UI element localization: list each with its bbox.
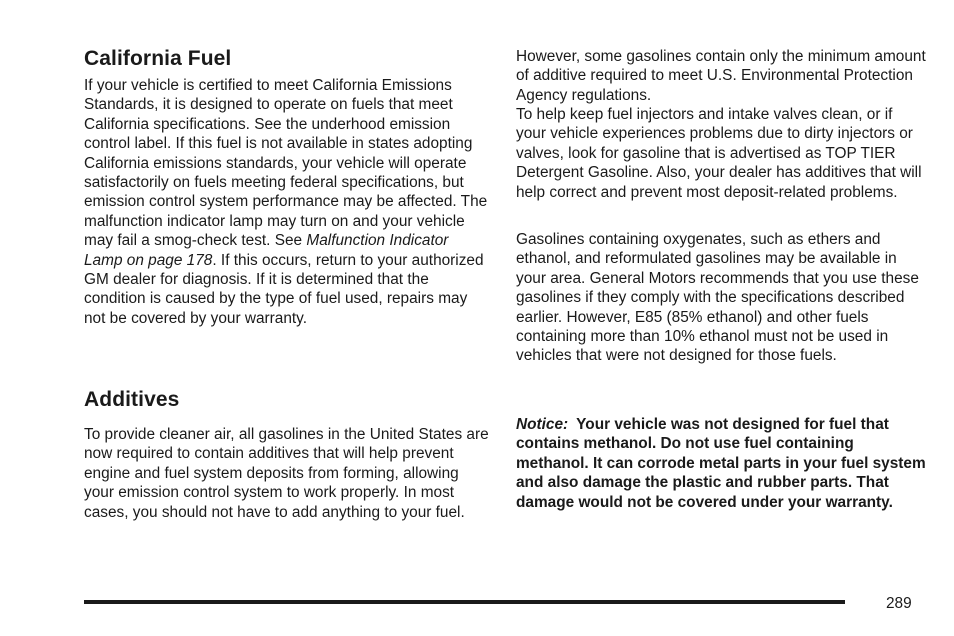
footer-rule [84,600,845,604]
california-fuel-heading: California Fuel [84,47,232,70]
additives-paragraph: To provide cleaner air, all gasolines in the United States are now required to contain additives that will help prevent engine and fuel system deposits from forming, allowing your emission control system to work properly. In most cases, you should not have to add anything to your fuel. [84,426,489,521]
notice-text: Your vehicle was not designed for fuel that contains methanol. Do not use fuel containing methanol. It can corrode metal parts in your fuel system and also damage the plastic and rubber parts. That damage would not be covered under your warranty. [516,416,926,511]
page-number: 289 [886,595,912,612]
california-fuel-paragraph [84,76,489,328]
california-fuel-text-2: . If this occurs, return to your authorized GM dealer for diagnosis. If it is determined that the condition is caused by the type of fuel used, repairs may not be covered by your warranty. [84,251,484,327]
minimum-additive-paragraph: However, some gasolines contain only the minimum amount of additive required to meet U.S. Environmental Protection Agency regulations. [516,48,926,104]
notice-label: Notice: [516,416,569,433]
additives-heading: Additives [84,388,180,411]
malfunction-lamp-reference: Malfunction Indicator Lamp on page 178 [84,232,449,269]
methanol-notice [516,415,926,512]
top-tier-paragraph: To help keep fuel injectors and intake valves clean, or if your vehicle experiences problems due to dirty injectors or valves, look for gasoline that is advertised as TOP TIER Detergent Gasoline. Also, your dealer has additives that will help correct and prevent most deposit-related problems. [516,106,922,201]
california-fuel-text-1: If your vehicle is certified to meet California Emissions Standards, it is designed to operate on fuels that meet California specifications. See the underhood emission control label. If this fuel is not available in states adopting California emissions standards, your vehicle will operate satisfactorily on fuels meeting federal specifications, but emission control system performance may be affected. The malfunction indicator lamp may turn on and your vehicle may fail a smog-check test. See [84,77,488,250]
oxygenates-paragraph: Gasolines containing oxygenates, such as ethers and ethanol, and reformulated gasolines may be available in your area. General Motors recommends that you use these gasolines if they comply with the specifications described earlier. However, E85 (85% ethanol) and other fuels containing more than 10% ethanol must not be used in vehicles that were not designed for those fuels. [516,231,919,365]
